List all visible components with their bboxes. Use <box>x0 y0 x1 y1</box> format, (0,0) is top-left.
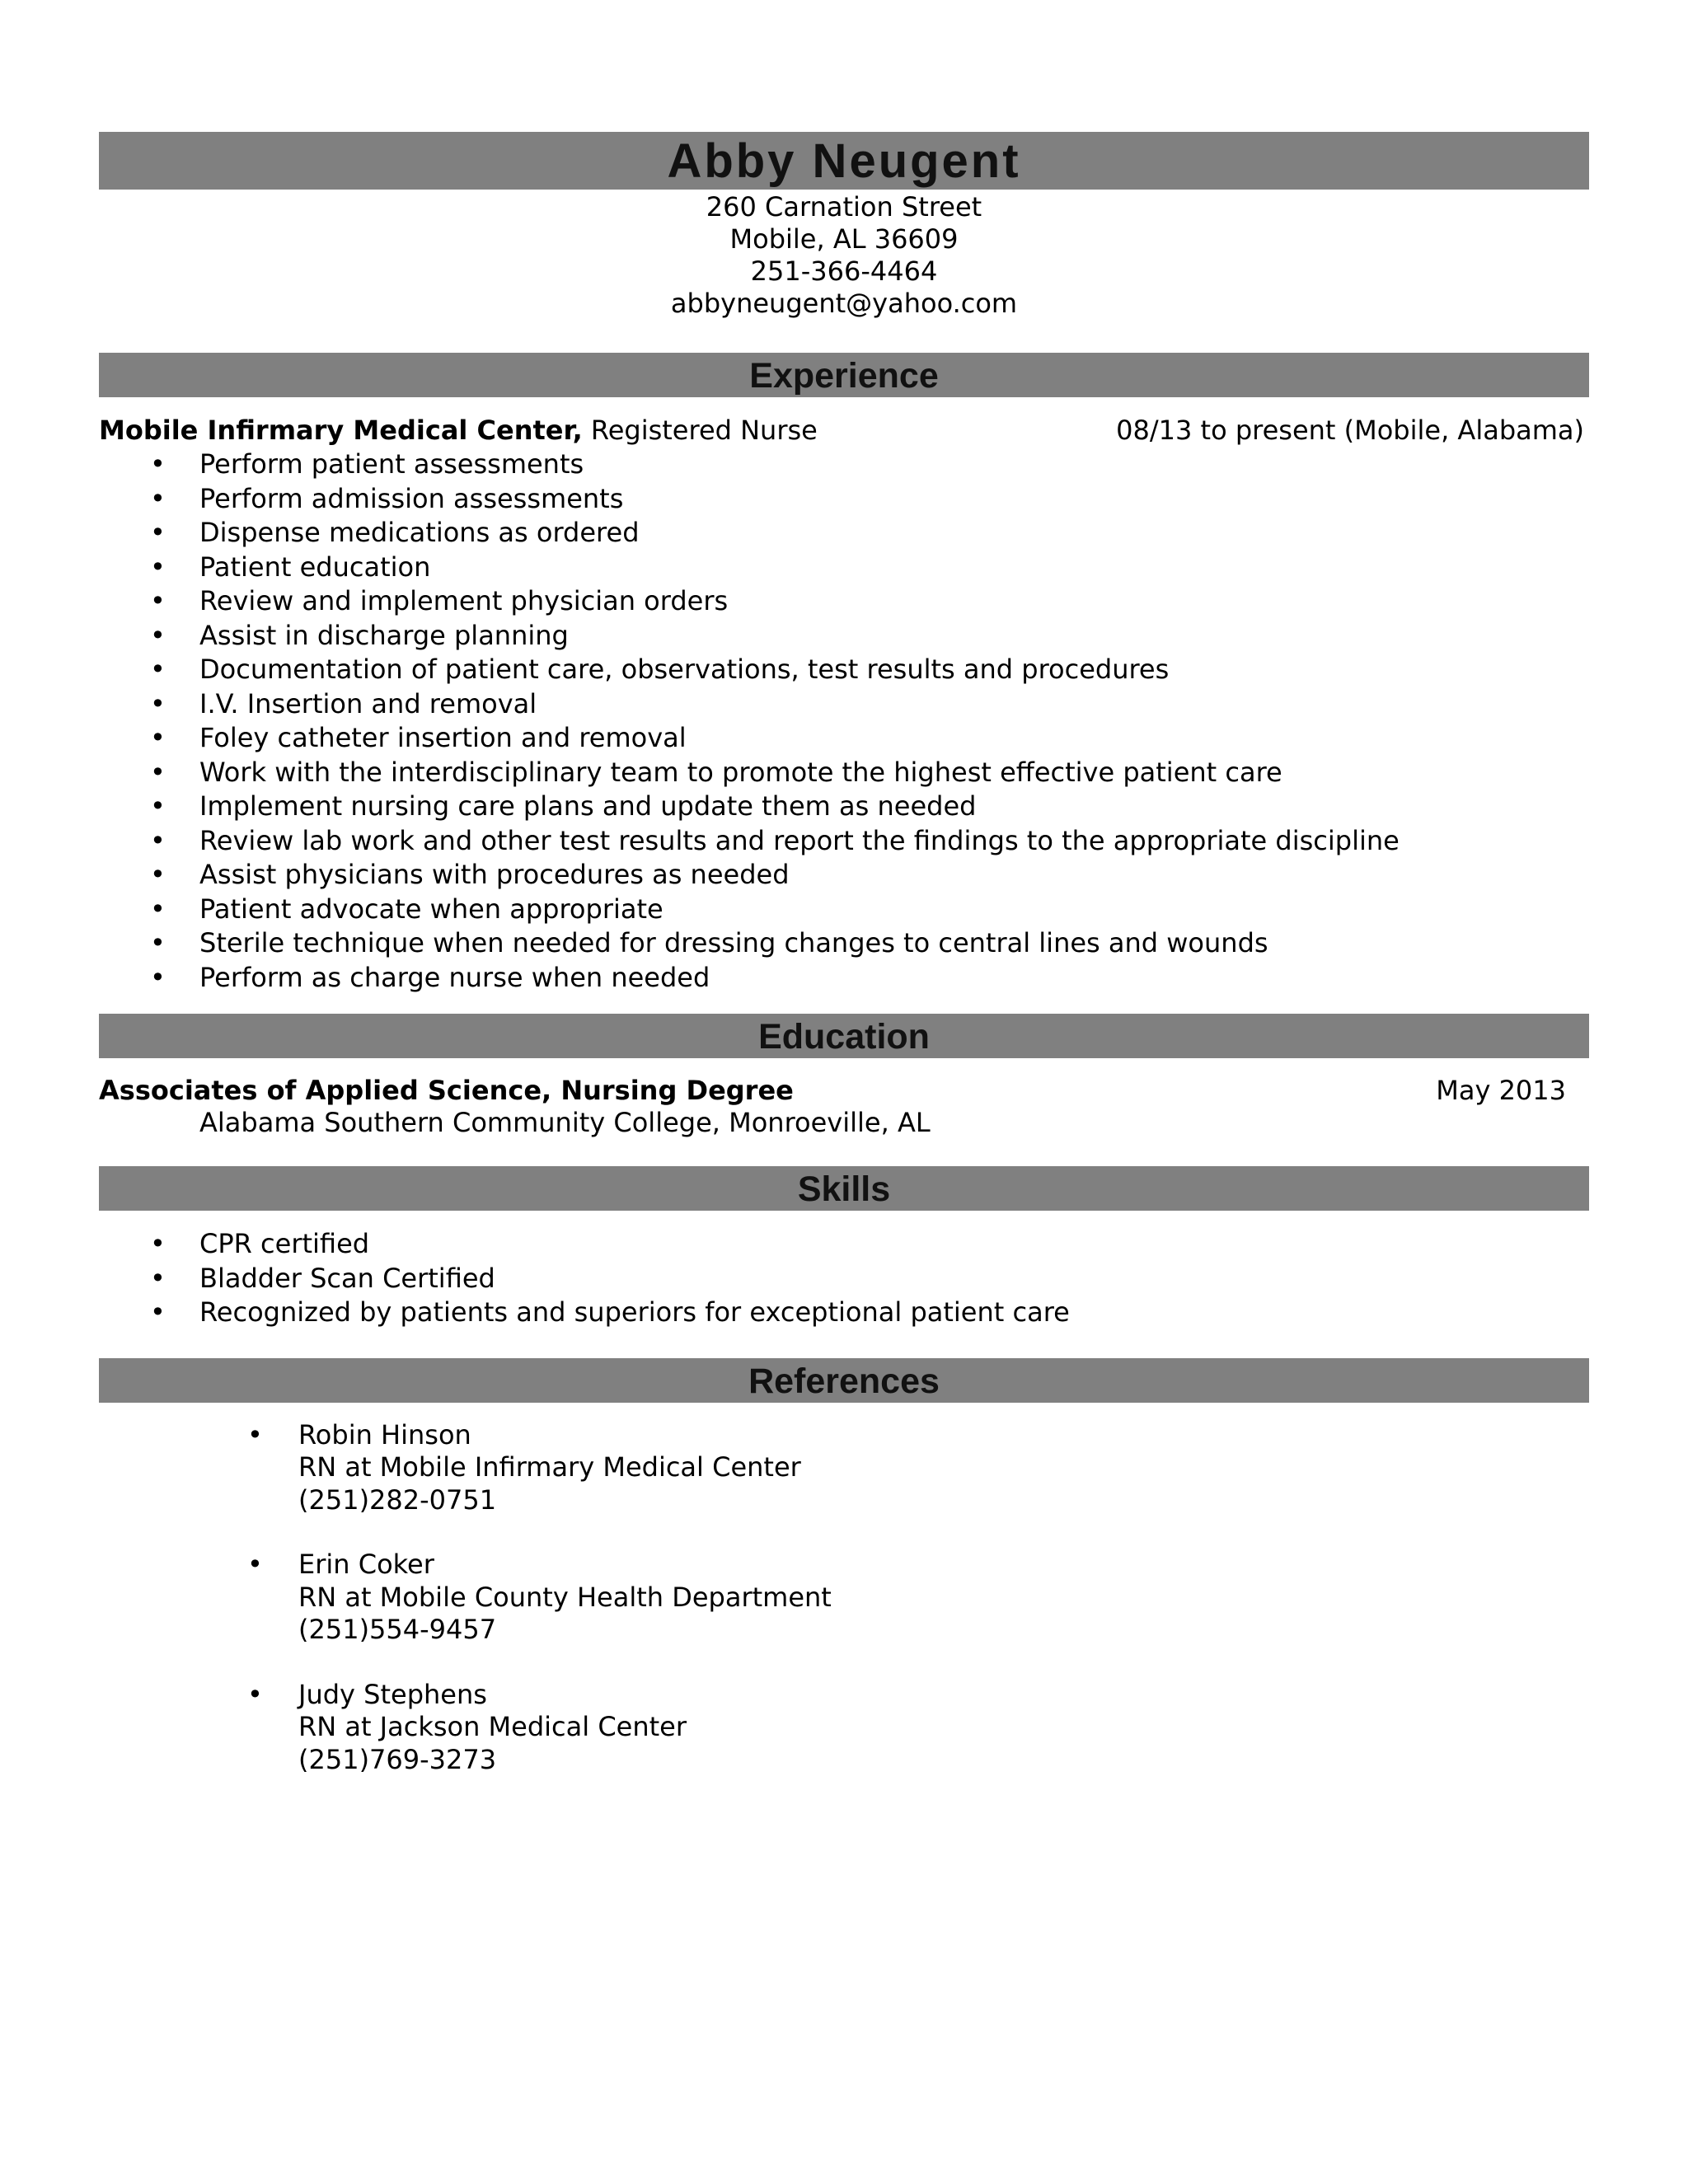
education-heading: Education <box>99 1014 1589 1058</box>
list-item-text: Sterile technique when needed for dressing changes to central lines and wounds <box>199 927 1268 958</box>
references-heading: References <box>99 1358 1589 1403</box>
bullet-icon: • <box>150 893 166 925</box>
bullet-icon: • <box>150 551 166 583</box>
list-item <box>99 926 1589 961</box>
bullet-icon: • <box>150 1296 166 1328</box>
list-item-text: Bladder Scan Certified <box>199 1262 495 1294</box>
bullet-icon: • <box>150 790 166 822</box>
bullet-icon: • <box>150 654 166 685</box>
list-item-text: Documentation of patient care, observations, test results and procedures <box>199 654 1170 685</box>
reference-phone: (251)554-9457 <box>298 1614 497 1645</box>
list-item <box>99 482 1589 517</box>
bullet-icon: • <box>150 722 166 753</box>
list-item <box>99 824 1589 859</box>
list-item <box>99 619 1589 654</box>
reference-item <box>99 1679 1589 1777</box>
list-item <box>99 448 1589 482</box>
degree-date: May 2013 <box>1436 1075 1566 1106</box>
reference-position: RN at Mobile Infirmary Medical Center <box>298 1451 801 1483</box>
list-item-text: Work with the interdisciplinary team to promote the highest effective patient care <box>199 756 1282 788</box>
job-role: Registered Nurse <box>582 415 818 446</box>
email-address: abbyneugent@yahoo.com <box>670 288 1018 319</box>
list-item <box>99 721 1589 756</box>
reference-name: Robin Hinson <box>298 1418 471 1451</box>
list-item <box>99 687 1589 722</box>
list-item <box>99 1227 1589 1262</box>
resume-page <box>99 132 1589 1808</box>
skills-list <box>99 1227 1589 1330</box>
phone-number: 251-366-4464 <box>750 255 938 287</box>
bullet-icon: • <box>150 1228 166 1259</box>
list-item-text: Review and implement physician orders <box>199 585 729 616</box>
list-item-text: Assist in discharge planning <box>199 619 569 651</box>
list-item <box>99 756 1589 790</box>
list-item-text: Implement nursing care plans and update them as needed <box>199 790 977 822</box>
reference-item <box>99 1419 1589 1517</box>
references-list <box>99 1419 1589 1777</box>
reference-item <box>99 1549 1589 1647</box>
experience-heading: Experience <box>99 353 1589 397</box>
school-name: Alabama Southern Community College, Monroeville, AL <box>199 1107 931 1138</box>
list-item <box>99 1262 1589 1296</box>
list-item <box>99 1296 1589 1330</box>
reference-position: RN at Mobile County Health Department <box>298 1581 832 1613</box>
list-item <box>99 961 1589 996</box>
reference-phone: (251)769-3273 <box>298 1743 497 1775</box>
bullet-icon: • <box>150 448 166 480</box>
list-item-text: Patient education <box>199 551 431 583</box>
bullet-icon: • <box>150 517 166 548</box>
list-item <box>99 653 1589 687</box>
list-item <box>99 893 1589 927</box>
list-item-text: Dispense medications as ordered <box>199 517 640 548</box>
bullet-icon: • <box>150 961 166 993</box>
degree-name: Associates of Applied Science, Nursing Degree <box>99 1075 794 1106</box>
list-item-text: Perform as charge nurse when needed <box>199 961 710 993</box>
contact-block <box>99 190 1589 320</box>
bullet-icon: • <box>150 687 166 719</box>
employer-name: Mobile Infirmary Medical Center, <box>99 415 583 446</box>
bullet-icon: • <box>150 927 166 958</box>
list-item <box>99 516 1589 551</box>
list-item <box>99 858 1589 893</box>
bullet-icon: • <box>247 1549 263 1580</box>
bullet-icon: • <box>150 859 166 890</box>
bullet-icon: • <box>150 824 166 856</box>
list-item-text: Perform patient assessments <box>199 448 584 480</box>
list-item-text: CPR certified <box>199 1228 370 1259</box>
list-item <box>99 584 1589 619</box>
bullet-icon: • <box>150 482 166 514</box>
list-item-text: I.V. Insertion and removal <box>199 687 537 719</box>
job-title-line <box>99 414 1589 448</box>
bullet-icon: • <box>150 619 166 651</box>
list-item-text: Foley catheter insertion and removal <box>199 722 687 753</box>
reference-name: Erin Coker <box>298 1549 434 1580</box>
bullet-icon: • <box>150 585 166 616</box>
bullet-icon: • <box>247 1418 263 1451</box>
reference-position: RN at Jackson Medical Center <box>298 1711 687 1742</box>
duties-list <box>99 448 1589 995</box>
address-line-1: 260 Carnation Street <box>706 191 982 223</box>
list-item-text: Perform admission assessments <box>199 482 624 514</box>
list-item-text: Recognized by patients and superiors for exceptional patient care <box>199 1296 1070 1328</box>
bullet-icon: • <box>247 1678 263 1710</box>
degree-line <box>99 1075 1589 1107</box>
bullet-icon: • <box>150 756 166 788</box>
skills-heading: Skills <box>99 1166 1589 1211</box>
list-item <box>99 790 1589 824</box>
list-item-text: Assist physicians with procedures as needed <box>199 859 790 890</box>
list-item-text: Review lab work and other test results and report the findings to the appropriate discipline <box>199 824 1400 856</box>
address-line-2: Mobile, AL 36609 <box>729 223 959 255</box>
name-header: Abby Neugent <box>99 132 1589 190</box>
job-dates: 08/13 to present (Mobile, Alabama) <box>1116 415 1584 446</box>
reference-name: Judy Stephens <box>298 1678 487 1710</box>
bullet-icon: • <box>150 1262 166 1294</box>
list-item-text: Patient advocate when appropriate <box>199 893 663 925</box>
reference-phone: (251)282-0751 <box>298 1483 497 1516</box>
list-item <box>99 551 1589 585</box>
